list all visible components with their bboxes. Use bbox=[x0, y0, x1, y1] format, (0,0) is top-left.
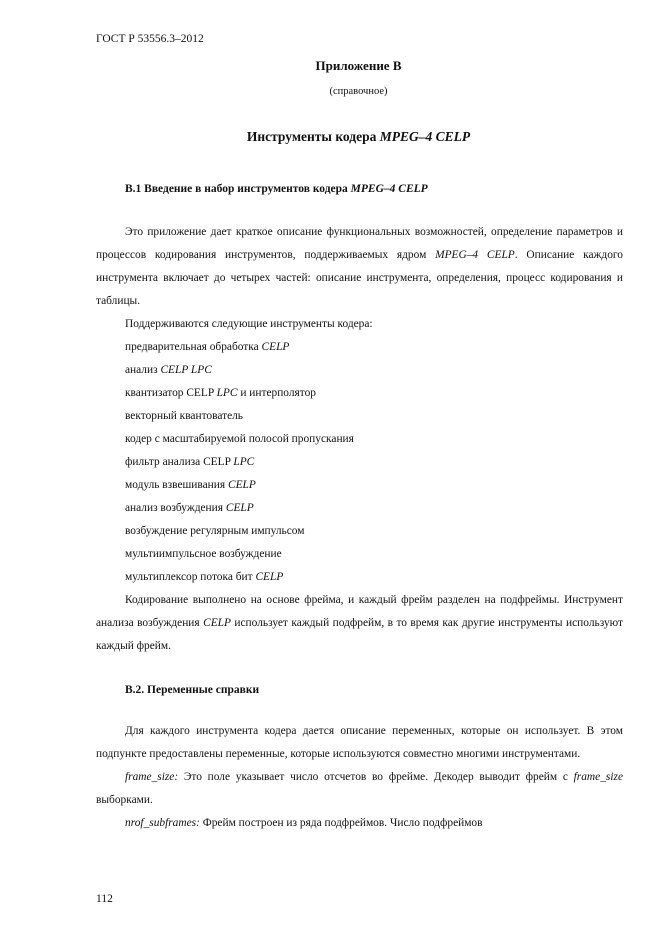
variables-paragraph: Для каждого инструмента кодера дается описание переменных, которые он использует. В этом подпункте предоставлены переменные, которые используются совместно многими инструментами. bbox=[96, 725, 623, 760]
tool-text: предварительная обработка bbox=[125, 341, 262, 353]
nrof-subframes-term: nrof_subframes: bbox=[125, 817, 200, 829]
nrof-subframes-definition bbox=[96, 812, 623, 835]
tool-term: LPC bbox=[216, 387, 238, 399]
section-heading-b1-text: В.1 Введение в набор инструментов кодера bbox=[125, 183, 351, 195]
frame-size-text-b: выборками. bbox=[96, 794, 153, 806]
frame-text-c: использует каждый подфрейм, в то время как другие инструменты используют каждый фрейм. bbox=[96, 617, 623, 652]
tool-text: мультиплексор потока бит bbox=[125, 571, 256, 583]
document-id: ГОСТ Р 53556.3–2012 bbox=[96, 33, 204, 45]
intro-paragraph bbox=[96, 221, 623, 313]
intro-text-c: . Описание каждого инструмента включает до четырех частей: описание инструмента, определения, процесс кодирования и таблицы. bbox=[96, 249, 623, 307]
tool-text: кодер с масштабируемой полосой пропускания bbox=[125, 433, 354, 445]
tool-list-item bbox=[96, 428, 623, 451]
section-heading-b1-codec: MPEG–4 CELP bbox=[350, 183, 428, 195]
tool-list-item bbox=[96, 405, 623, 428]
tool-text: квантизатор CELP bbox=[125, 387, 217, 399]
main-title-codec: MPEG–4 CELP bbox=[379, 129, 471, 144]
tool-list-item bbox=[96, 336, 623, 359]
main-title bbox=[0, 129, 661, 145]
tool-term: CELP bbox=[261, 341, 290, 353]
tool-term: CELP bbox=[255, 571, 284, 583]
page-number: 112 bbox=[96, 893, 113, 905]
tool-text: анализ bbox=[125, 364, 161, 376]
tool-list-item bbox=[96, 474, 623, 497]
tool-text: модуль взвешивания bbox=[125, 479, 228, 491]
frame-size-term: frame_size: bbox=[125, 771, 179, 783]
tool-list-item bbox=[96, 543, 623, 566]
tool-term: CELP bbox=[227, 479, 256, 491]
appendix-subtitle: (справочное) bbox=[329, 86, 388, 97]
tool-term: LPC bbox=[233, 456, 255, 468]
tool-text: мультиимпульсное возбуждение bbox=[125, 548, 282, 560]
appendix-title: Приложение В bbox=[315, 58, 402, 73]
tool-text-tail: и интерполятор bbox=[237, 387, 316, 399]
section-heading-b2: В.2. Переменные справки bbox=[125, 684, 260, 696]
frame-text-a: Кодирование выполнено на основе фрейма, и каждый фрейм разделен на подфреймы. Инструмент анализа возбуждения bbox=[96, 594, 623, 629]
tool-term: CELP LPC bbox=[160, 364, 212, 376]
supported-tools-lead: Поддерживаются следующие инструменты кодера: bbox=[125, 318, 373, 330]
tool-text: фильтр анализа CELP bbox=[125, 456, 234, 468]
frame-size-definition bbox=[96, 766, 623, 812]
intro-text-b: MPEG–4 CELP bbox=[435, 249, 515, 261]
intro-text-a: Это приложение дает краткое описание функциональных возможностей, определение параметров и процессов кодирования инструментов, поддерживаемых ядром bbox=[96, 226, 623, 261]
tool-text: векторный квантователь bbox=[125, 410, 243, 422]
frame-text-b: CELP bbox=[203, 617, 231, 629]
tool-text: анализ возбуждения bbox=[125, 502, 226, 514]
page-content bbox=[96, 178, 623, 835]
tool-term: CELP bbox=[225, 502, 254, 514]
tool-list-item bbox=[96, 520, 623, 543]
tool-list-item bbox=[96, 566, 623, 589]
tool-list-item bbox=[96, 382, 623, 405]
nrof-subframes-text: Фрейм построен из ряда подфреймов. Число подфреймов bbox=[199, 817, 483, 829]
frame-paragraph bbox=[96, 589, 623, 658]
tool-list-item bbox=[96, 359, 623, 382]
tool-list-item bbox=[96, 497, 623, 520]
tool-text: возбуждение регулярным импульсом bbox=[125, 525, 305, 537]
tool-list-item bbox=[96, 451, 623, 474]
section-heading-b1 bbox=[125, 178, 623, 200]
frame-size-text-a: Это поле указывает число отсчетов во фрейме. Декодер выводит фрейм с bbox=[178, 771, 574, 783]
frame-size-term-inline: frame_size bbox=[573, 771, 623, 783]
main-title-text: Инструменты кодера bbox=[246, 129, 380, 144]
